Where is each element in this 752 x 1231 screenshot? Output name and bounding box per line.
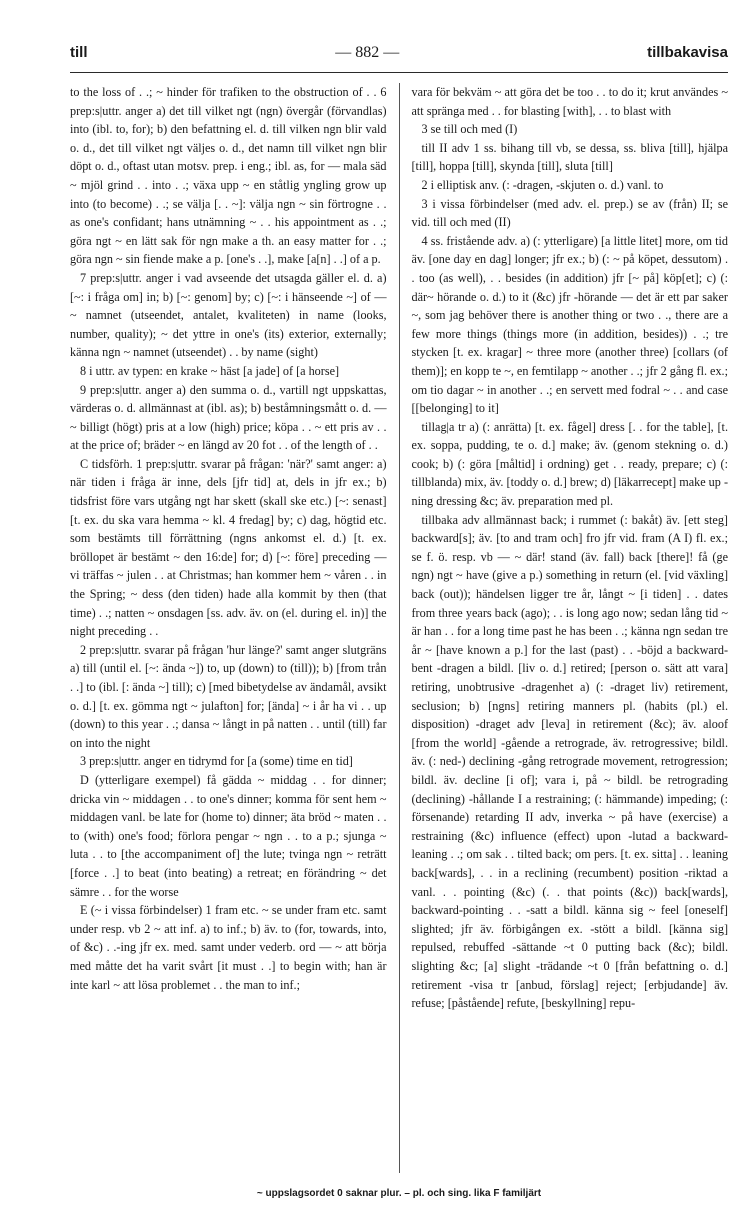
entry-paragraph: 4 ss. fristående adv. a) (: ytterligare) [a little litet] more, om tid äv. [one day en dag] longer; jfr ex.; b) (: ~ på köpet, dessutom) . . too (as well), . . besides (in addition) jfr [~ på] köp[et]; c) (: där~ hörande o. d.) to it (&c) jfr -hörande — det är ett par saker ~, som jag behöver there is another thing or two . ., there are a few more things (things more (in addition, besides)) . .; tre stycken [t. ex. kragar] ~ three more (another three) [collars (of them)]; en kopp te ~, en femtilapp ~ another . .; jfr 2 gång fl. ex.; om tio dagar ~ in another . .; en servett med fodral ~ . . and case [[belonging] to it]: [411, 233, 728, 416]
entry-paragraph: 3 i vissa förbindelser (med adv. el. prep.) se av (från) II; se vid. till och med (II): [411, 196, 728, 230]
column-divider: [399, 83, 400, 1173]
entry-paragraph: 3 se till och med (I): [421, 122, 518, 137]
entry-paragraph: 9 prep:s|uttr. anger a) den summa o. d., vartill ngt uppskattas, värderas o. d. allmännast at (ibl. as); b) beståmningsmått o. d. — ~ billigt (högt) pris at a low (high) price; köpa . . ~ ett pris av . . at the price of; bräder ~ en längd av 20 fot . . of the length of . .: [70, 382, 387, 453]
page-footer-legend: ~ uppslagsordet 0 saknar plur. – pl. och sing. lika F familjärt: [256, 1188, 542, 1199]
entry-paragraph: tillag|a tr a) (: anrätta) [t. ex. fågel] dress [. . for the table], [t. ex. soppa, pudding, te o. d.] make; äv. (genom stekning o. d.) cook; b) (: göra [måltid] i ordning) get . . ready, prepare; c) (: tillblanda) mix, äv. [toddy o. d.] brew; d) [läkarrecept] make up -ning dressing &c; äv. preparation med pl.: [411, 419, 728, 509]
entry-paragraph: vara för bekväm ~ att göra det be too . . to do it; krut användes ~ att spränga med . . for blasting [with], . . to blast with: [411, 85, 728, 118]
header-left-word: till: [70, 44, 88, 61]
page-number: — 882 —: [335, 44, 400, 61]
entry-paragraph: till II adv 1 ss. bihang till vb, se dessa, ss. bliva [till], hjälpa [till], hoppa [till], skynda [till], sluta [till]: [411, 140, 728, 174]
entry-paragraph: 2 prep:s|uttr. svarar på frågan 'hur länge?' samt anger slutgräns a) till (until el. [~: ända ~]) to, up (down) to (till)); b) [from trån . .] to (ibl. [: ända ~] till); c) [med bibetydelse av ändamål, avsikt o. d.] [t. ex. gömma ngt ~ julafton] for; [ända] ~ i år ha vi . . up (down) to this year . .; dansa ~ långt in på natten . . until (till) far on into the night: [70, 642, 387, 750]
entry-paragraph: 3 prep:s|uttr. anger en tidrymd for [a (some) time en tid]: [80, 754, 353, 769]
page-header: [70, 44, 728, 73]
entry-paragraph: C tidsförh. 1 prep:s|uttr. svarar på frågan: 'när?' samt anger: a) när tiden i fråga är inne, dels [jfr tid] at, dels in jfr ex.; b) tidsfrist före vars utgång ngt har skett (skall ske etc.) [~: senast] [t. ex. du ska vara hemma ~ kl. 4 fredag] by; c) dag, högtid etc. som bestämts till förrättning (ngns ankomst el. d.) [t. ex. bröllopet är bestämt ~ den 16:de] for; d) [~: före] preceding — vi träffas ~ julen . . at Christmas; han kommer hem ~ våren . . in the Spring; ~ dess (den tiden) hade alla kommit by then (that time) . .; natten ~ onsdagen [ss. adv. äv. on (el. during el. in)] the night preceding . .: [70, 456, 387, 639]
two-column-body: [70, 83, 728, 1173]
entry-paragraph: E (~ i vissa förbindelser) 1 fram etc. ~ se under fram etc. samt under resp. vb 2 ~ att inf. a) to inf.; b) äv. to (for, towards, into, of &c) . .-ing jfr ex. med. samt under vederb. ord — ~ att börja med måtte det ha varit svårt [it must . .] to begin with; han är inte karl ~ att lösa problemet . . the man to inf.;: [70, 903, 387, 992]
entry-paragraph: D (ytterligare exempel) få gädda ~ middag . . for dinner; dricka vin ~ middagen . . to one's dinner; komma för sent hem ~ middagen vanl. be late for (home to) dinner; äta bröd ~ maten . . to (with) one's food; förlora pengar ~ ngn . . to a p.; sjunga ~ luta . . to [the accompaniment of] the lute; tvinga ngn ~ reträtt [force . .] to beat (into beating) a retreat; en förändring ~ det sämre . . for the worse: [70, 772, 387, 899]
right-column: [401, 83, 728, 1173]
entry-paragraph: to the loss of . .; ~ hinder för trafiken to the obstruction of . . 6 prep:s|uttr. anger a) det till vilket ngt (ngn) övergår (förvandlas) into (ibl. to, for); b) den befattning el. d. till vilken ngn blir vald o. d., det till vilket ngt väljes o. d., det namn till vilket ngn blir döpt o. d., oftast utan motsv. prep. i eng.; ibl. as, for — mala säd ~ mjöl grind . . into . .; växa upp ~ en ståtlig yngling grow up into (to become) . .; se välja [. . ~]: välja ngn ~ sin förtrogne . . as one's confidant; hans utnämning ~ . . his appointment as . .; göra ngt ~ en lätt sak för ngn make a th. an easy matter for . .; göra ngn ~ sin fiende make a p. [one's . .], make [a[n] . .] of a p.: [70, 85, 387, 267]
entry-paragraph: 7 prep:s|uttr. anger i vad avseende det utsagda gäller el. d. a) [~: i fråga om] in; b) [~: genom] by; c) [~: i hänseende ~] of — ~ namnet (utseendet, antalet, kvaliteten) in name (looks, number, quality); ~ det yttre in one's (its) exterior, externally; känna ngn ~ namnet (utseendet) . . by name (sight): [70, 270, 387, 360]
left-column: [70, 83, 397, 1173]
entry-paragraph: tillbaka adv allmännast back; i rummet (: bakåt) äv. [ett steg] backward[s]; äv. [to and tram och] fro jfr vid. fram (A I) fl. ex.; se f. ö. resp. vb — ~ där! stand (äv. fall) back [there]! få (ge ngn) ngt ~ have (give a p.) something in return (el. [vid växling] back (out)); händelsen ligger tre år, långt ~ [i tiden] . . dates from three years back (ago); . . is long ago now; sedan lång tid ~ är han . . for a long time past he has been . .; känna ngn sedan tre år ~ [have known a p.] for the last (past) . . -böjd a backward-bent -dragen a bildl. [liv o. d.] retired; [person o. sätt att vara] retiring, unobtrusive -dragenhet a) (: -draget liv) retirement, seclusion; b) [ngns] retiring manners pl. (habits (pl.) el. disposition) -draget adv [leva] in retirement (&c); äv. aloof [from the world] -gående a retrograde, äv. retrogressive; bildl. äv. (: ned-) declining -gång retrograde movement, retrogression; bildl. äv. decline [i of]; vara i, på ~ bildl. be retrograding (declining) -hållande I a restraining; (: hämmande) impeding; (: försenande) retarding II adv, inverka ~ på have (exercise) a restraining (&c) influence (effect) upon -lutad a backward-leaning . .; om sak . . tilted back; om pers. [t. ex. sitta] . . leaning back[wards], . . in a reclining (recumbent) position -riktad a vanl. . . pointing (&c) (. . that points (&c)) back[wards], backward-pointing . . -satt a bildl. känna sig ~ feel [oneself] slighted; jfr äv. förbigången ex. -stött a bildl. [känna sig] repulsed, rebuffed -sättande ~t 0 putting back (&c); bildl. slighting &c; [a] slight -trädande ~t 0 [från befattning o. d.] retirement -visa tr [anbud, förslag] reject; [erbjudande] äv. refuse; [påstående] refute, [beskyllning] repu-: [411, 512, 728, 1011]
entry-paragraph: 2 i elliptisk anv. (: -dragen, -skjuten o. d.) vanl. to: [421, 177, 664, 192]
header-right-word: tillbakavisa: [647, 44, 728, 61]
entry-paragraph: 8 i uttr. av typen: en krake ~ häst [a jade] of [a horse]: [80, 363, 340, 378]
